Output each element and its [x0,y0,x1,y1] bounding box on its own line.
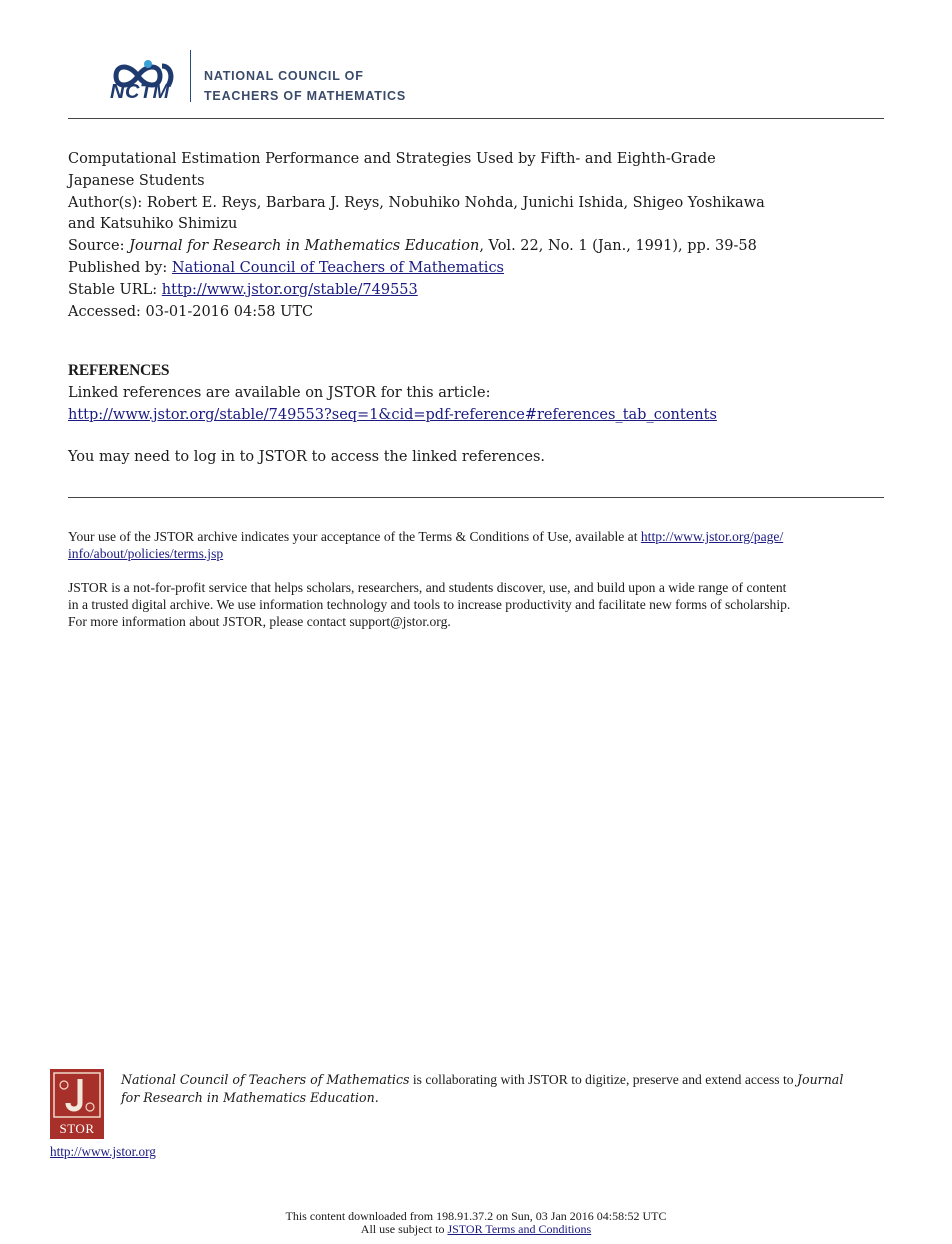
source-line: Source: Journal for Research in Mathematics Education, Vol. 22, No. 1 (Jan., 1991), pp. 39-58 [68,238,757,255]
jstor-about-paragraph [68,579,888,630]
collaboration-statement: National Council of Teachers of Mathematics is collaborating with JSTOR to digitize, preserve and extend access to Journal for Research in Mathematics Education. [121,1072,844,1105]
stable-url-line: Stable URL: http://www.jstor.org/stable/749553 [68,281,418,298]
jstor-emblem-icon [50,1069,104,1121]
citation-block [68,149,888,323]
published-line: Published by: National Council of Teachers of Mathematics [68,259,505,276]
authors-line1: Author(s): Robert E. Reys, Barbara J. Reys, Nobuhiko Nohda, Junichi Ishida, Shigeo Yoshikawa [68,194,765,211]
jstor-home-link[interactable]: http://www.jstor.org [50,1144,156,1159]
about-line1: JSTOR is a not-for-profit service that helps scholars, researchers, and students discover, use, and build upon a wide range of content [68,580,787,595]
article-title-line1: Computational Estimation Performance and Strategies Used by Fifth- and Eighth-Grade [68,151,716,167]
source-journal: Journal for Research in Mathematics Education [129,238,480,255]
org-name-line2: TEACHERS OF MATHEMATICS [204,89,406,103]
logo-divider [190,50,191,102]
collab-journal-part2: for Research in Mathematics Education [121,1090,375,1105]
references-intro: Linked references are available on JSTOR for this article: [68,385,491,401]
org-name-line1: NATIONAL COUNCIL OF [204,69,364,83]
section-rule [68,497,884,498]
collab-org: National Council of Teachers of Mathematics [121,1072,410,1087]
download-footer-line1: This content downloaded from 198.91.37.2 on Sun, 03 Jan 2016 04:58:52 UTC [285,1209,667,1223]
publisher-link[interactable]: National Council of Teachers of Mathematics [171,259,505,276]
nctm-wordmark: NCTM [110,81,170,103]
stable-url-link[interactable]: http://www.jstor.org/stable/749553 [161,281,418,298]
references-block [68,383,717,427]
terms-link-part1[interactable]: http://www.jstor.org/page/ [640,529,784,544]
jstor-terms-link[interactable]: JSTOR Terms and Conditions [447,1222,592,1236]
article-title-line2: Japanese Students [68,172,205,189]
jstor-logo [50,1069,104,1139]
terms-link-part2[interactable]: info/about/policies/terms.jsp [68,546,224,561]
collab-journal-part1: Journal [796,1072,844,1087]
references-link[interactable]: http://www.jstor.org/stable/749553?seq=1&cid=pdf-reference#references_tab_contents [68,406,717,423]
about-line3: For more information about JSTOR, please contact support@jstor.org. [68,614,451,629]
jstor-logo-text: STOR [59,1121,95,1136]
header-rule [68,118,884,119]
about-line2: in a trusted digital archive. We use information technology and tools to increase productivity and facilitate new forms of scholarship. [68,597,791,612]
references-heading: REFERENCES [68,362,170,379]
download-footer-line2: All use subject to JSTOR Terms and Conditions [360,1222,592,1236]
terms-paragraph: Your use of the JSTOR archive indicates your acceptance of the Terms & Conditions of Use, available at http://www.jstor.org/page/ info/about/policies/terms.jsp [68,529,784,561]
authors-line2: and Katsuhiko Shimizu [68,216,238,233]
login-note: You may need to log in to JSTOR to access the linked references. [68,449,545,465]
accessed-line: Accessed: 03-01-2016 04:58 UTC [68,303,314,320]
